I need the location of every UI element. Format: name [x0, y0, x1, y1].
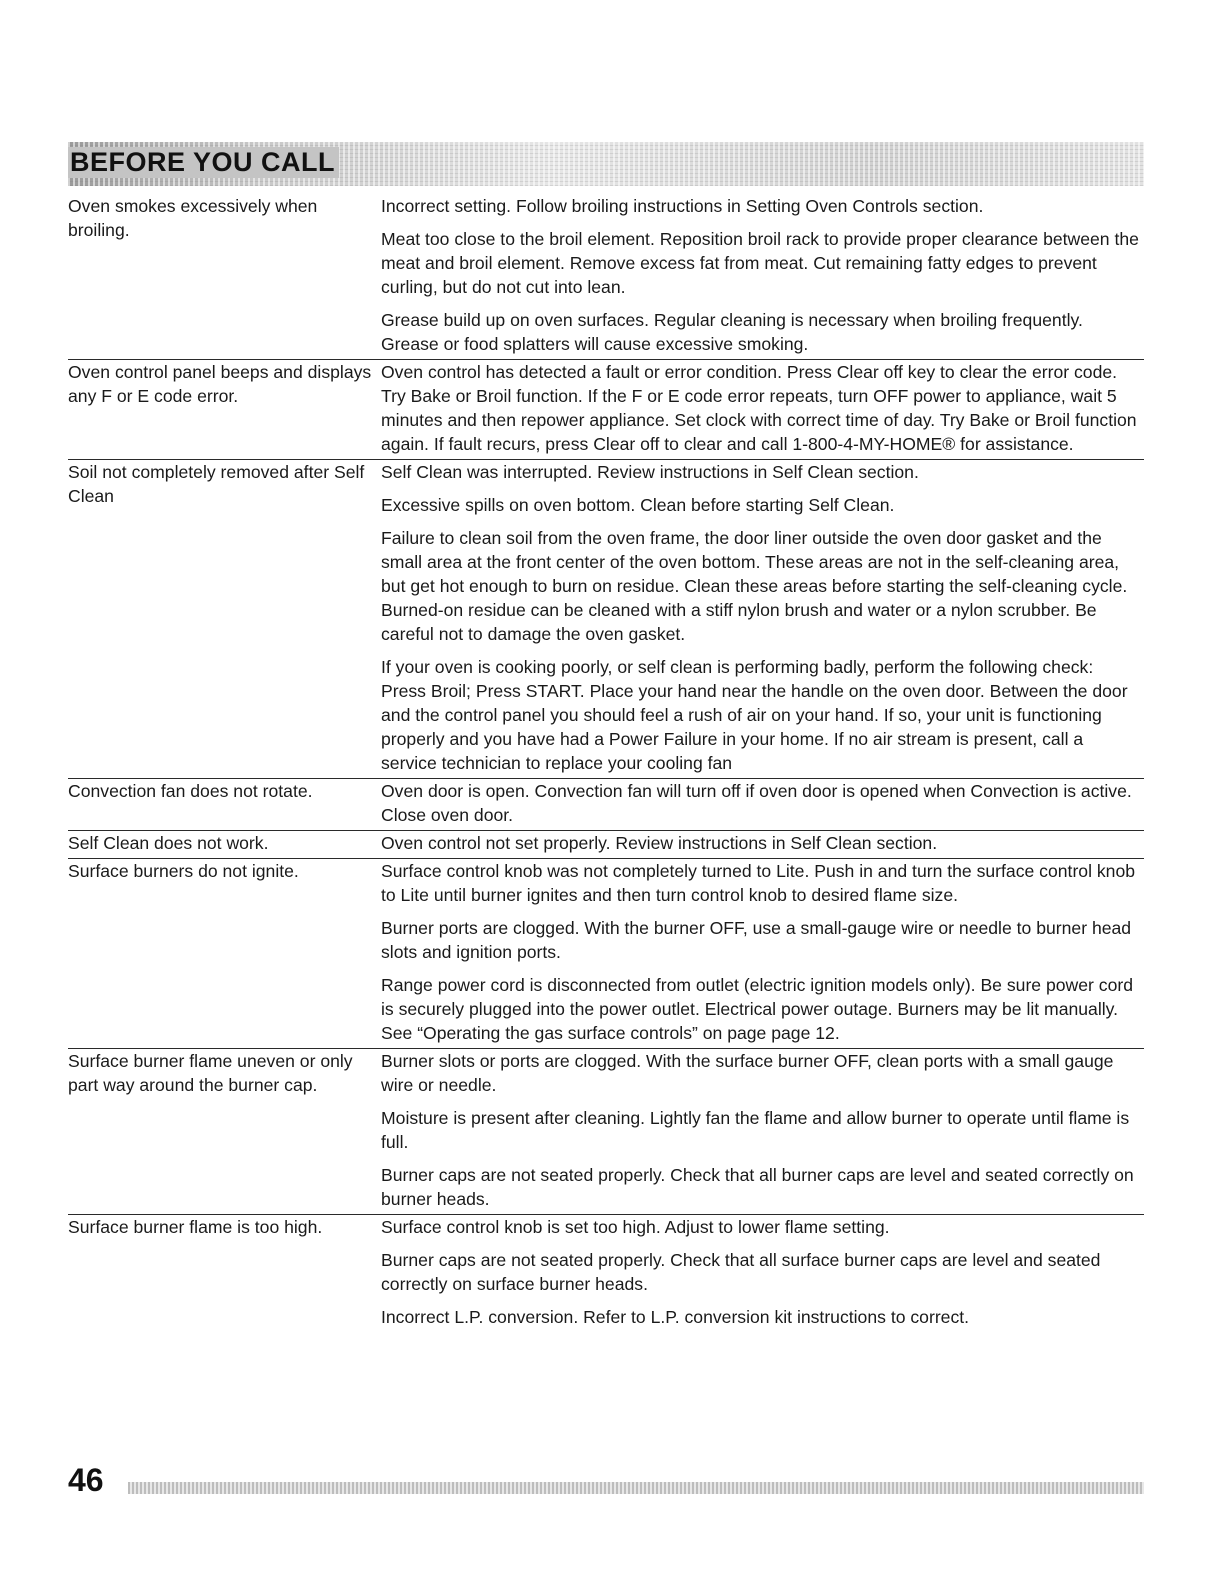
cause-text: Surface control knob was not completely turned to Lite. Push in and turn the surface control knob to Lite until burner ignites and then turn control knob to desired flame size.	[381, 861, 1136, 905]
problem-cell: Surface burner flame uneven or only part way around the burner cap.	[68, 1051, 353, 1095]
cause-text: Failure to clean soil from the oven frame, the door liner outside the oven door gasket and the small area at the front center of the oven bottom. These areas are not in the self-cleaning area, but get hot enough to burn on residue. Clean these areas before starting the self-cleaning cycle. Burned-on residue can be cleaned with a stiff nylon brush and water or a nylon scrubber. Be careful not to damage the oven gasket.	[381, 528, 1128, 644]
problem-cell: Oven control panel beeps and displays any F or E code error.	[68, 362, 372, 406]
table-row	[68, 778, 1144, 830]
cause-text: Grease build up on oven surfaces. Regular cleaning is necessary when broiling frequently. Grease or food splatters will cause excessive smoking.	[381, 310, 1083, 354]
problem-cell: Surface burners do not ignite.	[68, 861, 299, 881]
causes-cell	[381, 831, 1144, 858]
cause-text: If your oven is cooking poorly, or self clean is performing badly, perform the following check: Press Broil; Press START. Place your hand near the handle on the oven door. Between the door and the control panel you should feel a rush of air on your hand. If so, your unit is functioning properly and you have had a Power Failure in your home. If no air stream is present, call a service technician to replace your cooling fan	[381, 657, 1128, 773]
cause-text: Surface control knob is set too high. Adjust to lower flame setting.	[381, 1217, 890, 1237]
cause-text: Self Clean was interrupted. Review instructions in Self Clean section.	[381, 462, 919, 482]
table-row	[68, 194, 1144, 359]
cause-text: Moisture is present after cleaning. Lightly fan the flame and allow burner to operate until flame is full.	[381, 1108, 1130, 1152]
table-row	[68, 359, 1144, 459]
problem-cell: Soil not completely removed after Self Clean	[68, 462, 365, 506]
table-row	[68, 1214, 1144, 1332]
table-row	[68, 1048, 1144, 1214]
page-number: 46	[68, 1462, 104, 1498]
cause-text: Excessive spills on oven bottom. Clean before starting Self Clean.	[381, 495, 895, 515]
table-row	[68, 858, 1144, 1048]
cause-text: Meat too close to the broil element. Reposition broil rack to provide proper clearance between the meat and broil element. Remove excess fat from meat. Cut remaining fatty edges to prevent curling, but do not cut into lean.	[381, 229, 1139, 297]
causes-cell	[381, 360, 1144, 459]
table-row	[68, 830, 1144, 858]
footer-rule	[128, 1482, 1144, 1494]
cause-text: Incorrect setting. Follow broiling instructions in Setting Oven Controls section.	[381, 196, 984, 216]
cause-text: Oven door is open. Convection fan will turn off if oven door is opened when Convection is active. Close oven door.	[381, 781, 1132, 825]
cause-text: Burner slots or ports are clogged. With the surface burner OFF, clean ports with a small gauge wire or needle.	[381, 1051, 1114, 1095]
cause-text: Burner caps are not seated properly. Check that all surface burner caps are level and seated correctly on surface burner heads.	[381, 1250, 1101, 1294]
cause-text: Burner ports are clogged. With the burner OFF, use a small-gauge wire or needle to burner head slots and ignition ports.	[381, 918, 1132, 962]
cause-text: Oven control has detected a fault or error condition. Press Clear off key to clear the error code. Try Bake or Broil function. If the F or E code error repeats, turn OFF power to appliance, wait 5 minutes and then repower appliance. Set clock with correct time of day. Try Bake or Broil function again. If fault recurs, press Clear off to clear and call 1-800-4-MY-HOME® for assistance.	[381, 362, 1137, 454]
troubleshooting-table	[68, 194, 1144, 1332]
section-banner	[68, 142, 1144, 186]
causes-cell	[381, 460, 1144, 778]
problem-cell: Surface burner flame is too high.	[68, 1217, 323, 1237]
cause-text: Range power cord is disconnected from outlet (electric ignition models only). Be sure power cord is securely plugged into the power outlet. Electrical power outage. Burners may be lit manually. See “Operating the gas surface controls” on page page 12.	[381, 975, 1134, 1043]
causes-cell	[381, 194, 1144, 359]
causes-cell	[381, 779, 1144, 830]
cause-text: Oven control not set properly. Review instructions in Self Clean section.	[381, 833, 938, 853]
section-title: BEFORE YOU CALL	[68, 147, 339, 178]
table-row	[68, 459, 1144, 778]
cause-text: Burner caps are not seated properly. Check that all burner caps are level and seated correctly on burner heads.	[381, 1165, 1134, 1209]
causes-cell	[381, 1049, 1144, 1214]
causes-cell	[381, 859, 1144, 1048]
problem-cell: Oven smokes excessively when broiling.	[68, 196, 318, 240]
problem-cell: Convection fan does not rotate.	[68, 781, 313, 801]
causes-cell	[381, 1215, 1144, 1332]
cause-text: Incorrect L.P. conversion. Refer to L.P. conversion kit instructions to correct.	[381, 1307, 970, 1327]
page-footer	[68, 1462, 1144, 1502]
problem-cell: Self Clean does not work.	[68, 833, 269, 853]
